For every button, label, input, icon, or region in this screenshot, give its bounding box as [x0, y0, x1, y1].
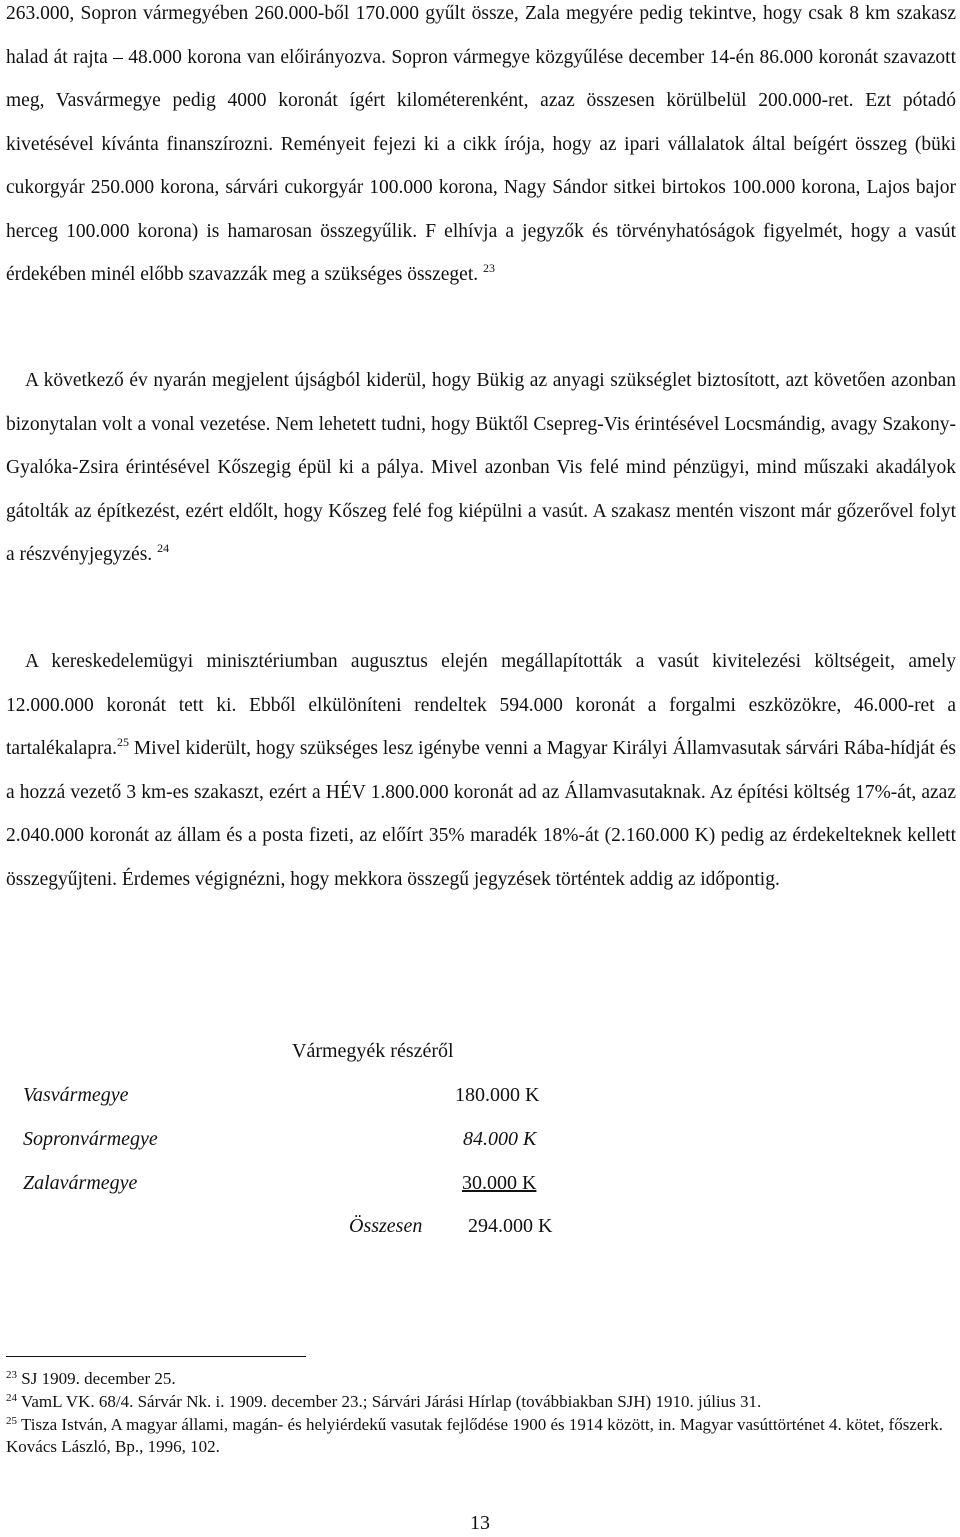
footnote-number: 24: [6, 1392, 17, 1404]
footnote-ref-24[interactable]: 24: [157, 541, 170, 555]
county-name: Vasvármegye: [23, 1084, 129, 1106]
table-row: [0, 1084, 960, 1124]
footnote-ref-25[interactable]: 25: [116, 735, 129, 749]
table-total-row: [0, 1215, 960, 1255]
county-amount: 30.000 K: [462, 1172, 537, 1194]
paragraph-1-text: 263.000, Sopron vármegyében 260.000-ből 170.000 gyűlt össze, Zala megyére pedig tekintve, hogy csak 8 km szakasz halad át rajta – 48.000 korona van előirányozva. Sopron vármegye közgyűlése december 14-én 86.000 koronát szavazott meg, Vasvármegye pedig 4000 koronát ígért kilométerenként, azaz összesen körülbelül 200.000-ret. Ezt pótadó kivetésével kívánta finanszírozni. Reményeit fejezi ki a cikk írója, hogy az ipari vállalatok által beígért összeg (büki cukorgyár 250.000 korona, sárvári cukorgyár 100.000 korona, Nagy Sándor sitkei birtokos 100.000 korona, Lajos bajor herceg 100.000 korona) is hamarosan összegyűlik. F elhívja a jegyzők és törvényhatóságok figyelmét, hogy a vasút érdekében minél előbb szavazzák meg a szükséges összeget.: [6, 3, 956, 285]
footnote-25: [6, 1414, 951, 1458]
footnote-text: SJ 1909. december 25.: [21, 1369, 176, 1388]
page-number: 13: [470, 1512, 490, 1534]
paragraph-2: [6, 359, 956, 577]
table-row: [0, 1128, 960, 1168]
paragraph-1: [6, 0, 956, 297]
footnote-ref-23[interactable]: 23: [483, 261, 496, 275]
total-label: Összesen: [349, 1215, 423, 1237]
paragraph-3-text-after: Mivel kiderült, hogy szükséges lesz igénybe venni a Magyar Királyi Államvasutak sárvári Rába-hídját és a hozzá vezető 3 km-es szakaszt, ezért a HÉV 1.800.000 koronát ad az Államvasutaknak. Az építési költség 17%-át, azaz 2.040.000 koronát az állam és a posta fizeti, az előírt 35% maradék 18%-át (2.160.000 K) pedig az érdekelteknek kellett összegyűjteni. Érdemes végignézni, hogy mekkora összegű jegyzések történtek addig az időpontig.: [6, 738, 956, 890]
table-row: [0, 1172, 960, 1212]
county-name: Zalavármegye: [23, 1172, 138, 1194]
footnote-23: [6, 1368, 951, 1390]
county-amount: 84.000 K: [463, 1128, 537, 1150]
footnote-divider: [6, 1356, 306, 1357]
footnotes: [6, 1368, 951, 1459]
paragraph-3: [6, 640, 956, 901]
footnote-text: VamL VK. 68/4. Sárvár Nk. i. 1909. december 23.; Sárvári Járási Hírlap (továbbiakban SJH) 1910. július 31.: [20, 1392, 762, 1411]
paragraph-2-text: A következő év nyarán megjelent újságból kiderül, hogy Bükig az anyagi szükséglet biztosított, azt követően azonban bizonytalan volt a vonal vezetése. Nem lehetett tudni, hogy Büktől Csepreg-Vis érintésével Locsmándig, avagy Szakony-Gyalóka-Zsira érintésével Kőszegig épül ki a pálya. Mivel azonban Vis felé mind pénzügyi, mind műszaki akadályok gátolták az építkezést, ezért eldőlt, hogy Kőszeg felé fog kiépülni a vasút. A szakasz mentén viszont már gőzerővel folyt a részvényjegyzés.: [6, 370, 956, 565]
table-title: Vármegyék részéről: [292, 1040, 454, 1062]
footnote-number: 23: [6, 1369, 17, 1381]
total-amount: 294.000 K: [468, 1215, 553, 1237]
footnote-24: [6, 1391, 951, 1413]
county-name: Sopronvármegye: [23, 1128, 158, 1150]
footnote-number: 25: [6, 1415, 17, 1427]
footnote-text: Tisza István, A magyar állami, magán- és helyiérdekű vasutak fejlődése 1900 és 1914 között, in. Magyar vasúttörténet 4. kötet, főszerk. Kovács László, Bp., 1996, 102.: [6, 1415, 943, 1456]
county-amount: 180.000 K: [455, 1084, 540, 1106]
paragraph-3-text-before: A kereskedelemügyi minisztériumban augusztus elején megállapították a vasút kivitelezési költségeit, amely 12.000.000 koronát tett ki. Ebből elkülöníteni rendeltek 594.000 koronát a forgalmi eszközökre, 46.000-ret a tartalékalapra.: [6, 651, 956, 759]
